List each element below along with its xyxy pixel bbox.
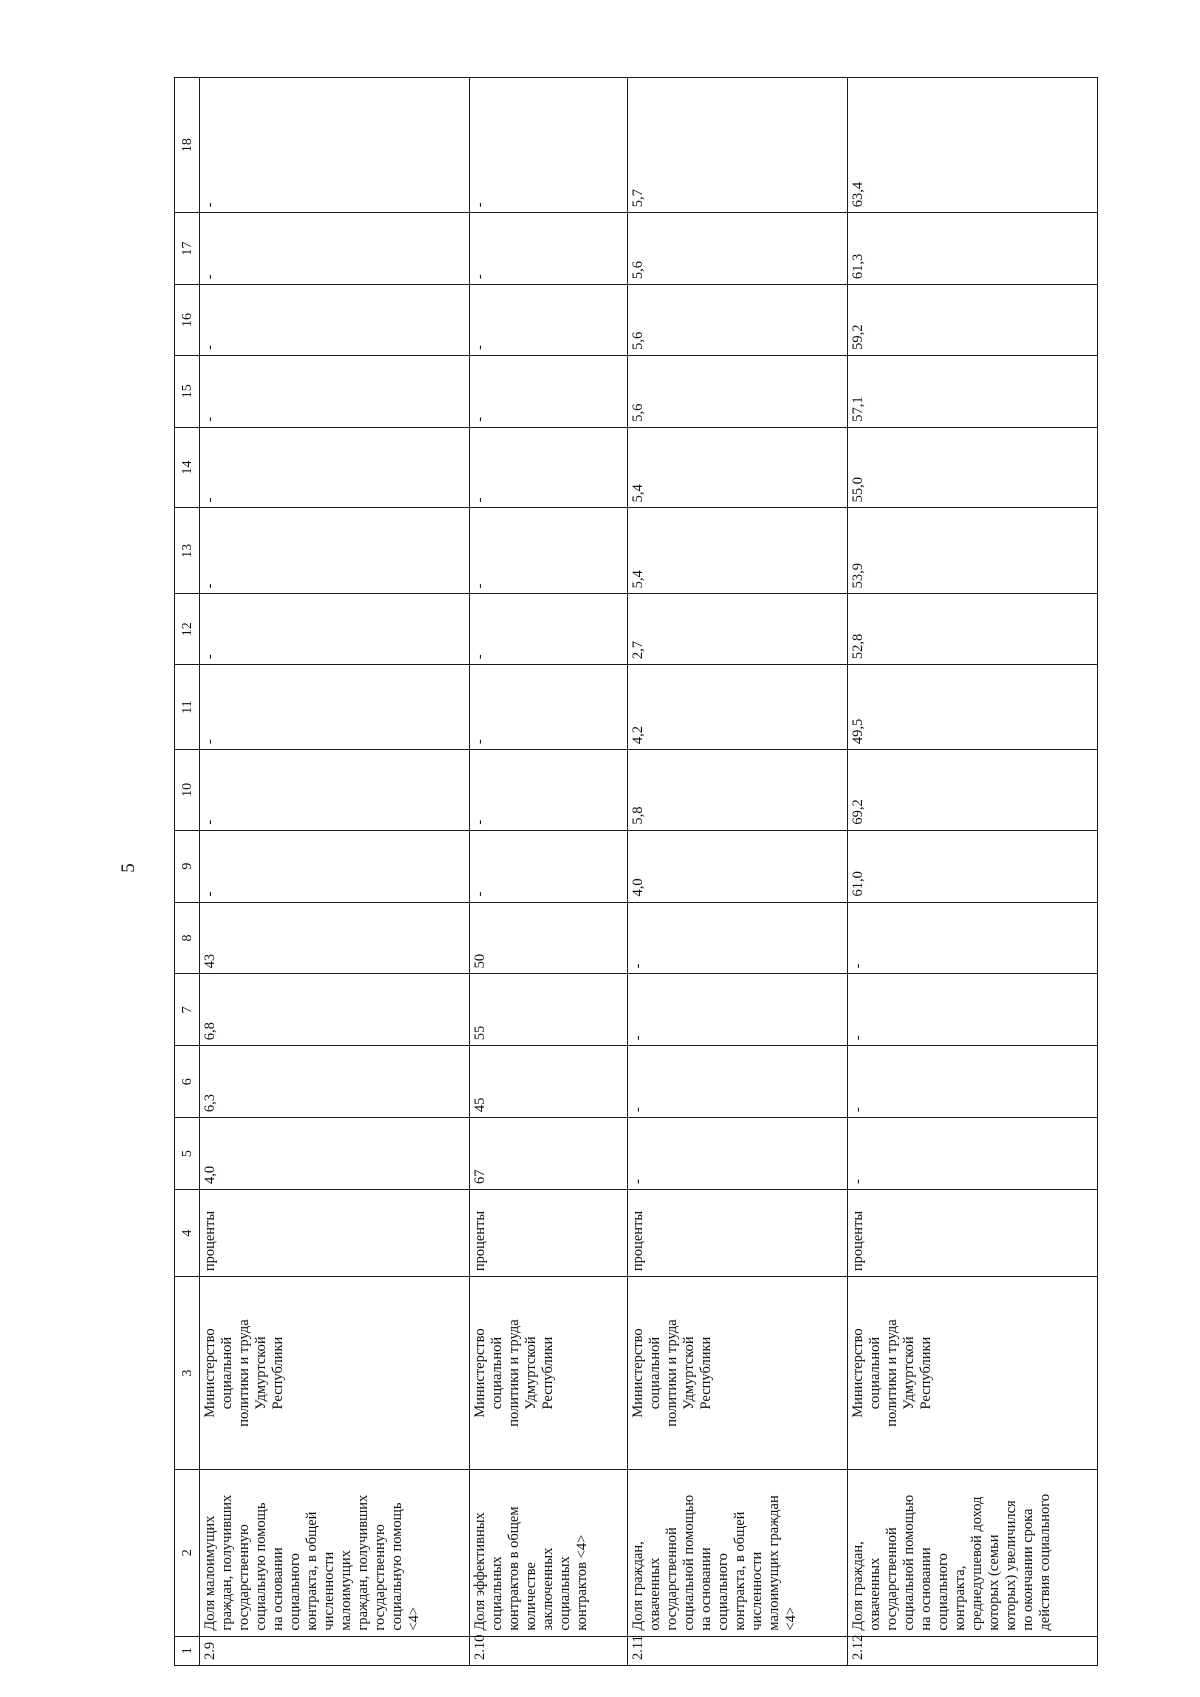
col-number: 13	[175, 508, 200, 594]
row-id: 2.11	[628, 1636, 848, 1665]
unit: проценты	[848, 1190, 1098, 1277]
value-cell: 59,2	[848, 285, 1098, 356]
responsible-text: Министерство социальной политики и труда Удмуртской Республики	[472, 1319, 556, 1427]
value-cell: -	[200, 78, 470, 213]
value-cell: 5,7	[628, 78, 848, 213]
value-cell: 6,3	[200, 1046, 470, 1118]
col-number: 5	[175, 1118, 200, 1190]
column-number-row	[175, 78, 200, 1666]
responsible-body	[470, 1277, 628, 1470]
value-cell: 57,1	[848, 355, 1098, 427]
col-number: 11	[175, 665, 200, 750]
value-cell: -	[200, 830, 470, 902]
unit: проценты	[628, 1190, 848, 1277]
col-number: 2	[175, 1469, 200, 1636]
value-cell: -	[200, 355, 470, 427]
page-number: 5	[118, 863, 139, 873]
value-cell: -	[470, 78, 628, 213]
value-cell: -	[848, 902, 1098, 974]
value-cell: 5,6	[628, 213, 848, 285]
col-number: 4	[175, 1190, 200, 1277]
value-cell: -	[628, 902, 848, 974]
value-cell: -	[848, 1118, 1098, 1190]
value-cell: 55,0	[848, 427, 1098, 508]
value-cell: -	[470, 427, 628, 508]
col-number: 18	[175, 78, 200, 213]
col-number: 6	[175, 1046, 200, 1118]
value-cell: 4,0	[200, 1118, 470, 1190]
responsible-body	[848, 1277, 1098, 1470]
value-cell: 53,9	[848, 508, 1098, 594]
indicator-name: Доля эффективных социальных контрактов в общем количестве заключенных социальных контрактов <4>	[470, 1469, 628, 1636]
table-row	[848, 78, 1098, 1666]
col-number: 7	[175, 974, 200, 1046]
value-cell: -	[628, 974, 848, 1046]
responsible-body	[200, 1277, 470, 1470]
col-number: 17	[175, 213, 200, 285]
value-cell: 5,6	[628, 355, 848, 427]
col-number: 1	[175, 1636, 200, 1665]
value-cell: -	[200, 427, 470, 508]
indicator-name: Доля граждан, охваченных государственной социальной помощью на основании социального контракта, среднедушевой доход которых (семьи которых) увеличился по окончании срока действия социального	[848, 1469, 1098, 1636]
indicator-name: Доля граждан, охваченных государственной социальной помощью на основании социального контракта, в общей численности малоимущих граждан <4>	[628, 1469, 848, 1636]
value-cell: -	[848, 1046, 1098, 1118]
rotated-table-container	[174, 77, 1104, 1666]
value-cell: 50	[470, 902, 628, 974]
responsible-text: Министерство социальной политики и труда Удмуртской Республики	[630, 1319, 714, 1427]
col-number: 16	[175, 285, 200, 356]
table-row	[470, 78, 628, 1666]
value-cell: -	[200, 750, 470, 831]
table-row	[200, 78, 470, 1666]
col-number: 8	[175, 902, 200, 974]
value-cell: 2,7	[628, 594, 848, 665]
value-cell: 4,0	[628, 830, 848, 902]
value-cell: 5,8	[628, 750, 848, 831]
value-cell: -	[200, 508, 470, 594]
value-cell: -	[470, 665, 628, 750]
col-number: 9	[175, 830, 200, 902]
value-cell: 61,3	[848, 213, 1098, 285]
value-cell: -	[848, 974, 1098, 1046]
value-cell: -	[470, 355, 628, 427]
value-cell: 67	[470, 1118, 628, 1190]
value-cell: -	[200, 213, 470, 285]
col-number: 12	[175, 594, 200, 665]
responsible-text: Министерство социальной политики и труда Удмуртской Республики	[850, 1319, 934, 1427]
responsible-text: Министерство социальной политики и труда Удмуртской Республики	[202, 1319, 286, 1427]
value-cell: 4,2	[628, 665, 848, 750]
value-cell: 69,2	[848, 750, 1098, 831]
value-cell: 52,8	[848, 594, 1098, 665]
col-number: 15	[175, 355, 200, 427]
value-cell: 6,8	[200, 974, 470, 1046]
value-cell: 43	[200, 902, 470, 974]
value-cell: -	[470, 830, 628, 902]
col-number: 3	[175, 1277, 200, 1470]
unit: проценты	[200, 1190, 470, 1277]
responsible-body	[628, 1277, 848, 1470]
value-cell: 55	[470, 974, 628, 1046]
row-id: 2.9	[200, 1636, 470, 1665]
value-cell: -	[470, 285, 628, 356]
value-cell: -	[200, 594, 470, 665]
col-number: 14	[175, 427, 200, 508]
value-cell: -	[200, 665, 470, 750]
value-cell: 63,4	[848, 78, 1098, 213]
value-cell: -	[470, 213, 628, 285]
table-row	[628, 78, 848, 1666]
value-cell: -	[470, 508, 628, 594]
row-id: 2.12	[848, 1636, 1098, 1665]
indicator-name: Доля малоимущих граждан, получивших государственную социальную помощь на основании социального контракта, в общей численности малоимущих граждан, получивших государственную социальную помощь <4>	[200, 1469, 470, 1636]
value-cell: 49,5	[848, 665, 1098, 750]
value-cell: -	[628, 1046, 848, 1118]
unit: проценты	[470, 1190, 628, 1277]
row-id: 2.10	[470, 1636, 628, 1665]
value-cell: -	[628, 1118, 848, 1190]
value-cell: 5,4	[628, 427, 848, 508]
indicators-table	[174, 77, 1098, 1666]
value-cell: 61,0	[848, 830, 1098, 902]
value-cell: -	[470, 750, 628, 831]
value-cell: 5,6	[628, 285, 848, 356]
value-cell: -	[470, 594, 628, 665]
value-cell: -	[200, 285, 470, 356]
value-cell: 45	[470, 1046, 628, 1118]
value-cell: 5,4	[628, 508, 848, 594]
col-number: 10	[175, 750, 200, 831]
